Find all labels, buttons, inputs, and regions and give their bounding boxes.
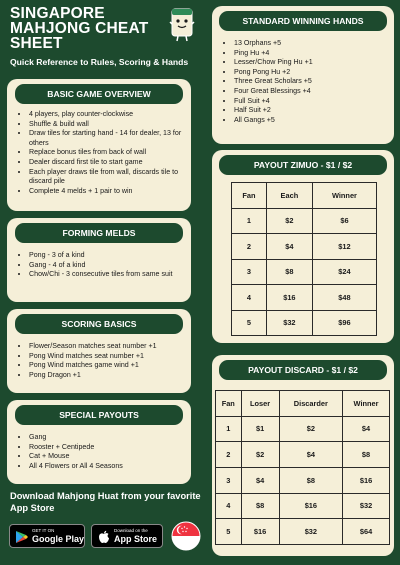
table-cell: 1	[232, 208, 267, 234]
table-cell: 4	[232, 285, 267, 311]
table-row	[216, 442, 390, 468]
table-row	[232, 285, 377, 311]
column-header: Each	[266, 183, 312, 209]
table-cell: 5	[216, 519, 242, 545]
table-cell: 3	[232, 259, 267, 285]
list-item: • Pong Wind matches seat number +1	[29, 352, 183, 362]
list-item: • 4 players, play counter-clockwise	[29, 110, 183, 120]
singapore-flag-icon	[171, 521, 201, 551]
apple-icon	[97, 530, 111, 544]
scoring-basics-list	[15, 342, 183, 380]
table-row	[216, 467, 390, 493]
table-cell: $1	[241, 416, 279, 442]
table-cell: $64	[343, 519, 390, 545]
table-cell: $4	[266, 234, 312, 260]
list-item: • Draw tiles for starting hand - 14 for dealer, 13 for others	[29, 129, 183, 148]
table-header-row	[232, 183, 377, 209]
table-cell: $8	[343, 442, 390, 468]
forming-melds-card	[7, 218, 191, 302]
list-item: • Complete 4 melds + 1 pair to win	[29, 187, 183, 197]
table-row	[232, 310, 377, 336]
google-play-label: Google Play	[32, 534, 85, 544]
table-header-row	[216, 391, 390, 417]
list-item: • Gang - 4 of a kind	[29, 261, 183, 271]
column-header: Fan	[232, 183, 267, 209]
list-item: • Lesser/Chow Ping Hu +1	[234, 58, 386, 68]
table-cell: $4	[279, 442, 342, 468]
table-cell: $2	[266, 208, 312, 234]
list-item: • Pong Wind matches game wind +1	[29, 361, 183, 371]
table-cell: $16	[343, 467, 390, 493]
list-item: • Pong Pong Hu +2	[234, 68, 386, 78]
table-row	[232, 234, 377, 260]
payout-zimuo-title: PAYOUT ZIMUO - $1 / $2	[219, 155, 387, 175]
list-item: • Pong Dragon +1	[29, 371, 183, 381]
list-item: • Gang	[29, 433, 183, 443]
list-item: • Shuffle & build wall	[29, 120, 183, 130]
table-cell: $6	[312, 208, 376, 234]
table-cell: 1	[216, 416, 242, 442]
winning-hands-list	[220, 39, 386, 125]
winning-hands-title: STANDARD WINNING HANDS	[219, 11, 387, 31]
table-cell: $32	[343, 493, 390, 519]
table-row	[216, 493, 390, 519]
list-item: • Replace bonus tiles from back of wall	[29, 148, 183, 158]
list-item: • Pong - 3 of a kind	[29, 251, 183, 261]
table-cell: 2	[216, 442, 242, 468]
list-item: • Four Great Blessings +4	[234, 87, 386, 97]
table-row	[232, 208, 377, 234]
table-cell: $4	[343, 416, 390, 442]
table-cell: 4	[216, 493, 242, 519]
list-item: • Half Suit +2	[234, 106, 386, 116]
list-item: • Full Suit +4	[234, 97, 386, 107]
google-play-small-text: GET IT ON	[32, 528, 55, 533]
google-play-icon	[15, 530, 29, 544]
download-text: Download Mahjong Huat from your favorite App Store	[10, 491, 201, 513]
list-item: • Ping Hu +4	[234, 49, 386, 59]
forming-melds-title: FORMING MELDS	[15, 223, 183, 243]
list-item: • Dealer discard first tile to start game	[29, 158, 183, 168]
google-play-badge[interactable]	[9, 524, 85, 548]
list-item: • All 4 Flowers or All 4 Seasons	[29, 462, 183, 472]
basic-overview-card	[7, 79, 191, 211]
table-cell: $2	[279, 416, 342, 442]
app-store-small-text: Download on the	[114, 528, 148, 533]
list-item: • All Gangs +5	[234, 116, 386, 126]
payout-zimuo-card	[212, 150, 394, 343]
table-cell: $12	[312, 234, 376, 260]
column-header: Discarder	[279, 391, 342, 417]
table-cell: $16	[241, 519, 279, 545]
table-row	[216, 416, 390, 442]
table-cell: $4	[241, 467, 279, 493]
table-cell: $32	[266, 310, 312, 336]
table-cell: $24	[312, 259, 376, 285]
table-row	[216, 519, 390, 545]
list-item: • Rooster + Centipede	[29, 443, 183, 453]
payout-zimuo-table	[231, 182, 377, 336]
table-cell: $8	[241, 493, 279, 519]
list-item: • 13 Orphans +5	[234, 39, 386, 49]
mahjong-tile-mascot-icon	[168, 6, 196, 42]
table-cell: $96	[312, 310, 376, 336]
table-cell: 3	[216, 467, 242, 493]
special-payouts-card	[7, 400, 191, 484]
payout-discard-table	[215, 390, 390, 545]
column-header: Winner	[312, 183, 376, 209]
winning-hands-card	[212, 6, 394, 144]
table-cell: 2	[232, 234, 267, 260]
table-row	[232, 259, 377, 285]
app-store-label: App Store	[114, 534, 158, 544]
column-header: Winner	[343, 391, 390, 417]
list-item: • Cat + Mouse	[29, 452, 183, 462]
payout-discard-card	[212, 355, 394, 556]
scoring-basics-card	[7, 309, 191, 393]
payout-discard-title: PAYOUT DISCARD - $1 / $2	[219, 360, 387, 380]
column-header: Fan	[216, 391, 242, 417]
special-payouts-title: SPECIAL PAYOUTS	[15, 405, 183, 425]
table-cell: $8	[266, 259, 312, 285]
table-cell: $16	[279, 493, 342, 519]
table-cell: $2	[241, 442, 279, 468]
table-cell: $16	[266, 285, 312, 311]
list-item: • Chow/Chi - 3 consecutive tiles from same suit	[29, 270, 183, 280]
page-subtitle: Quick Reference to Rules, Scoring & Hands	[10, 57, 189, 67]
basic-overview-list	[15, 110, 183, 196]
list-item: • Flower/Season matches seat number +1	[29, 342, 183, 352]
table-cell: 5	[232, 310, 267, 336]
special-payouts-list	[15, 433, 183, 471]
forming-melds-list	[15, 251, 183, 280]
table-cell: $32	[279, 519, 342, 545]
page-title: SINGAPORE MAHJONG CHEAT SHEET	[10, 5, 149, 52]
scoring-basics-title: SCORING BASICS	[15, 314, 183, 334]
list-item: • Each player draws tile from wall, discards tile to discard pile	[29, 168, 183, 187]
table-cell: $48	[312, 285, 376, 311]
list-item: • Three Great Scholars +5	[234, 77, 386, 87]
table-cell: $8	[279, 467, 342, 493]
column-header: Loser	[241, 391, 279, 417]
app-store-badge[interactable]	[91, 524, 163, 548]
basic-overview-title: BASIC GAME OVERVIEW	[15, 84, 183, 104]
